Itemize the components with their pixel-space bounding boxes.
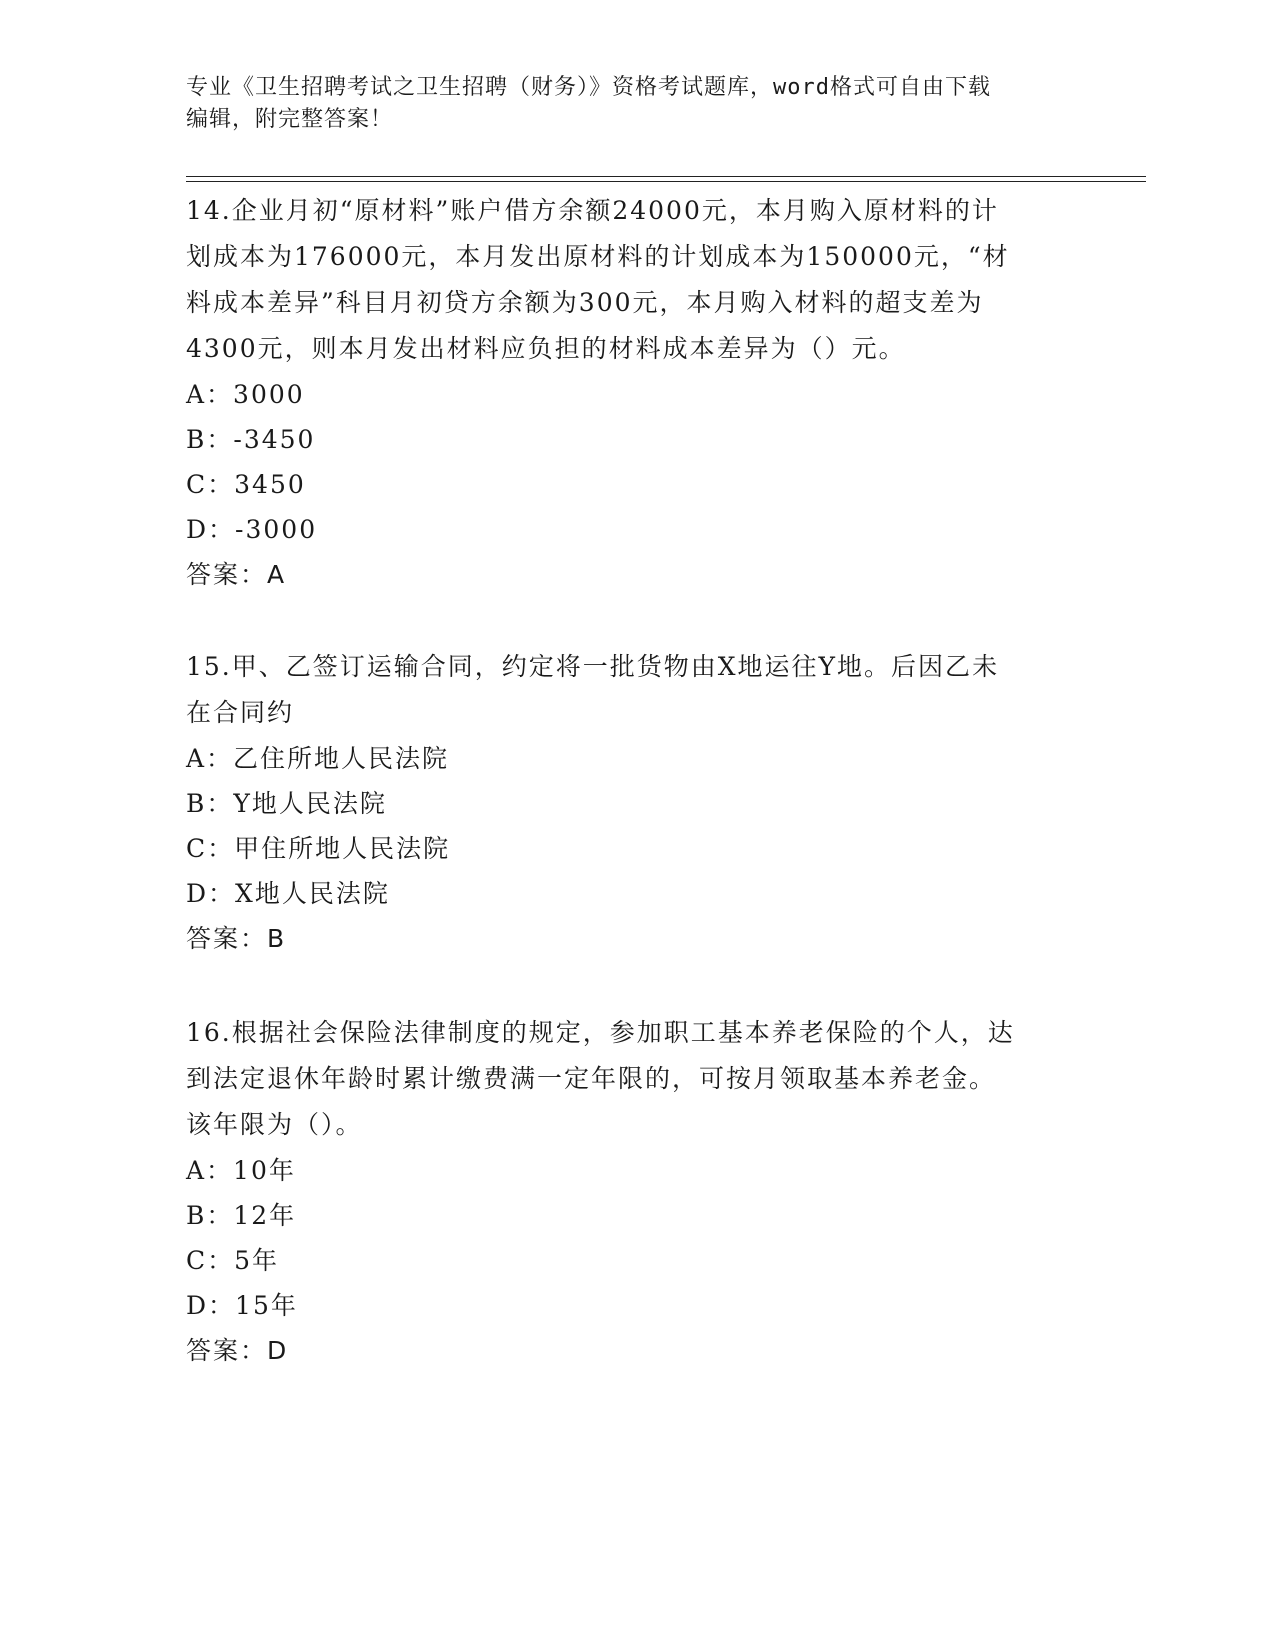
header-divider-bottom [186,181,1146,182]
question-14 [186,188,1076,598]
option-c: C：甲住所地人民法院 [186,834,451,863]
question-text-line: 该年限为（）。 [186,1110,363,1139]
option-d: D：X地人民法院 [186,879,390,908]
question-16 [186,1010,1076,1374]
option-b: B：-3450 [186,425,316,454]
question-15 [186,644,1076,962]
answer-label: 答案：A [186,560,287,589]
question-text-line: 15.甲、乙签订运输合同，约定将一批货物由X地运往Y地。后因乙未 [186,652,1000,681]
option-b: B：12年 [186,1201,297,1230]
question-text-line: 16.根据社会保险法律制度的规定，参加职工基本养老保险的个人，达 [186,1018,1015,1047]
question-text-line: 料成本差异”科目月初贷方余额为300元，本月购入材料的超支差为 [186,288,984,317]
header-line-1: 专业《卫生招聘考试之卫生招聘（财务）》资格考试题库，word格式可自由下载 [186,75,991,100]
question-text-line: 14.企业月初“原材料”账户借方余额24000元，本月购入原材料的计 [186,196,999,225]
question-text-line: 在合同约 [186,698,295,727]
option-c: C：3450 [186,470,306,499]
question-text-line: 到法定退休年龄时累计缴费满一定年限的，可按月领取基本养老金。 [186,1064,997,1093]
answer-label: 答案：B [186,924,287,953]
question-text-line: 划成本为176000元，本月发出原材料的计划成本为150000元，“材 [186,242,1010,271]
option-d: D：-3000 [186,515,318,544]
option-a: A：3000 [186,380,305,409]
option-d: D：15年 [186,1291,298,1320]
header-line-2: 编辑，附完整答案！ [186,107,394,132]
answer-label: 答案：D [186,1336,289,1365]
question-text-line: 4300元，则本月发出材料应负担的材料成本差异为（）元。 [186,334,906,363]
header-divider-top [186,176,1146,177]
option-a: A：乙住所地人民法院 [186,744,450,773]
option-b: B：Y地人民法院 [186,789,387,818]
option-c: C：5年 [186,1246,280,1275]
document-header [186,72,1066,136]
option-a: A：10年 [186,1156,296,1185]
